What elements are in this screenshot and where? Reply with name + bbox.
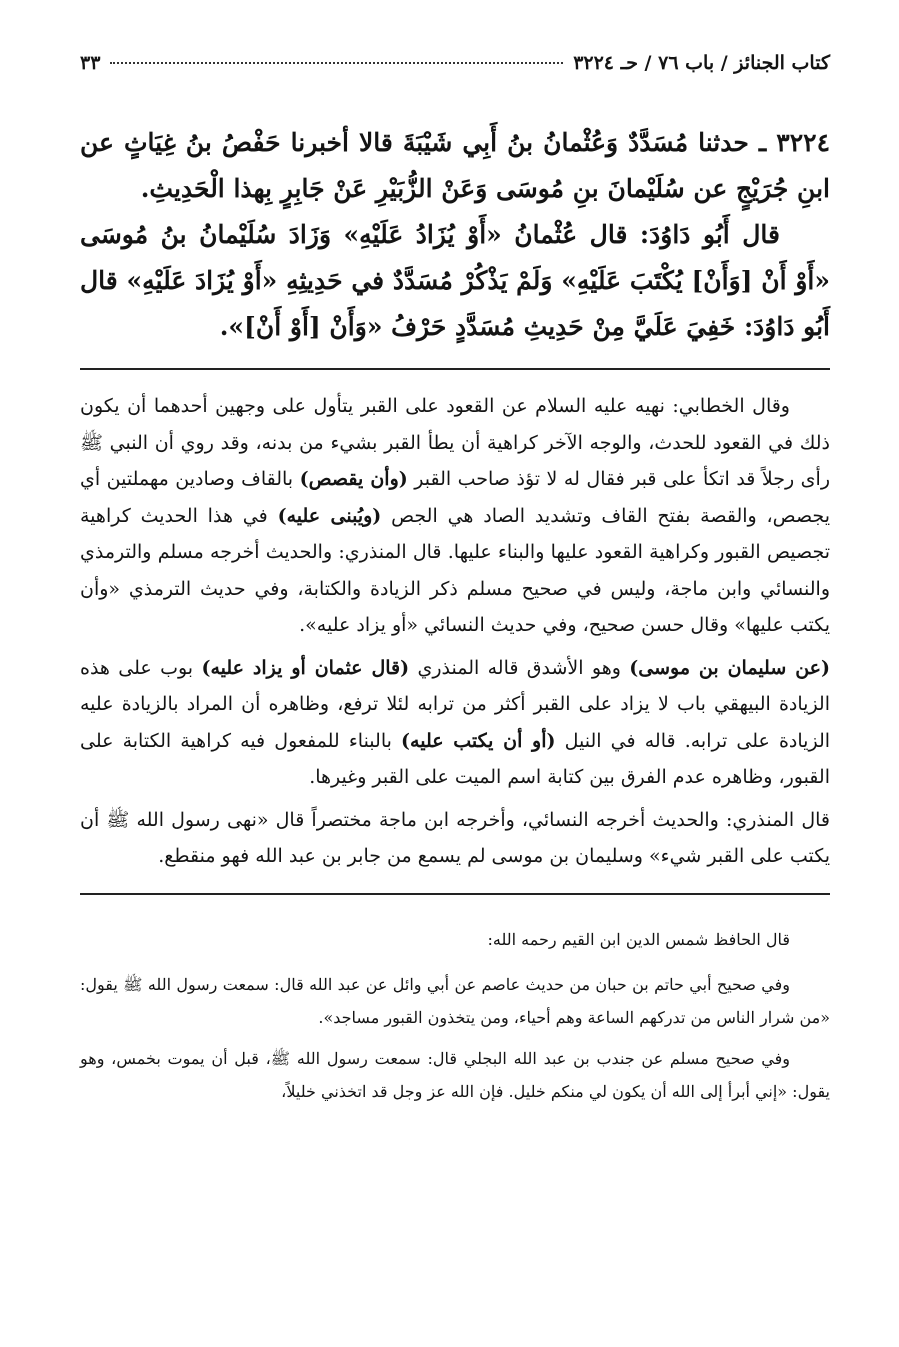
commentary-section (80, 388, 830, 875)
hadith-paragraph-1 (80, 120, 830, 212)
commentary-paragraph-2 (80, 650, 830, 796)
commentary-text: بالقاف وصادين مهملتين أي يجصص، والقصة بفتح القاف وتشديد الصاد هي الجص (80, 468, 830, 527)
running-title: كتاب الجنائز / باب ٧٦ / حـ ٣٢٢٤ (573, 52, 830, 74)
commentary-lemma: (قال عثمان أو يزاد عليه) (201, 656, 410, 679)
hadith-text (80, 120, 830, 350)
commentary-lemma: (أو أن يكتب عليه) (401, 729, 556, 752)
section-divider-2 (80, 893, 830, 895)
ibn-qayyim-section (80, 923, 830, 1108)
commentary-paragraph-1 (80, 388, 830, 644)
ibn-qayyim-paragraph-1: وفي صحيح أبي حاتم بن حبان من حديث عاصم عن أبي وائل عن عبد الله قال: سمعت رسول الله ﷺ يقول: «من شرار الناس من تدركهم الساعة وهم أحياء، ومن يتخذون القبور مساجد». (80, 974, 830, 1027)
page-header (80, 52, 830, 92)
commentary-lemma: (وأن يقصص) (299, 468, 408, 490)
commentary-text: في هذا الحديث كراهية تجصيص القبور وكراهية القعود عليها والبناء عليها. قال المنذري: والحديث أخرجه مسلم والترمذي والنسائي وابن ماجة، وليس في صحيح مسلم ذكر الزيادة والكتابة، وفي حديث الترمذي «وأن يكتب عليها» وقال حسن صحيح، وفي حديث النسائي «أو يزاد عليه». (80, 504, 830, 636)
commentary-text: بالبناء للمفعول فيه كراهية الكتابة على القبور، وظاهره عدم الفرق بين كتابة اسم الميت على القبر وغيرها. (80, 729, 830, 788)
commentary-paragraph-3: قال المنذري: والحديث أخرجه النسائي، وأخرجه ابن ماجة مختصراً قال «نهى رسول الله ﷺ أن يكتب على القبر شيء» وسليمان بن موسى لم يسمع من جابر بن عبد الله فهو منقطع. (80, 808, 830, 867)
hadith-paragraph-2: قال أَبُو دَاوُدَ: قال عُثْمانُ «أَوْ يُزَادُ عَلَيْهِ» وَزَادَ سُلَيْمانُ بنُ مُوسَى «أَوْ أَنْ [وَأَنْ] يُكْتَبَ عَلَيْهِ» وَلَمْ يَذْكُرْ مُسَدَّدٌ في حَدِيثِهِ «أَوْ يُزَادَ عَلَيْهِ» قال أَبُو دَاوُدَ: خَفِيَ عَلَيَّ مِنْ حَدِيثِ مُسَدَّدٍ حَرْفُ «وَأَنْ [أَوْ أَنْ]». (80, 220, 830, 341)
hadith-number: ٣٢٢٤ ـ (758, 128, 830, 157)
commentary-text: وقال الخطابي: نهيه عليه السلام عن القعود على القبر يتأول على وجهين أحدهما أن يكون ذلك في القعود للحدث، والوجه الآخر كراهية أن يطأ القبر بشيء من بدنه، وقد روي أن النبي ﷺ رأى رجلاً قد اتكأ على قبر فقال له لا تؤذ صاحب القبر (80, 395, 830, 490)
commentary-lemma: (ويُبنى عليه) (277, 504, 382, 527)
hadith-chain: حدثنا مُسَدَّدٌ وَعُثْمانُ بنُ أَبِي شَيْبَةَ قالا أخبرنا حَفْصُ بنُ غِيَاثٍ عن ابنِ جُرَيْجٍ عن سُلَيْمانَ بنِ مُوسَى وَعَنْ الزُّبَيْرِ عَنْ جَابِرٍ بِهذا الْحَدِيثِ. (80, 128, 830, 203)
ibn-qayyim-intro: قال الحافظ شمس الدين ابن القيم رحمه الله: (487, 929, 790, 949)
page-number: ٣٣ (80, 52, 101, 74)
book-page (80, 52, 830, 1116)
ibn-qayyim-paragraph-2: وفي صحيح مسلم عن جندب بن عبد الله البجلي قال: سمعت رسول الله ﷺ، قبل أن يموت بخمس، وهو يقول: «إني أبرأ إلى الله أن يكون لي منكم خليل. فإن الله عز وجل قد اتخذني خليلاً، (80, 1048, 830, 1101)
commentary-text: وهو الأشدق قاله المنذري (409, 656, 630, 679)
header-dot-leader (110, 62, 563, 64)
commentary-text: بوب على هذه الزيادة البيهقي باب لا يزاد على القبر أكثر من ترابه لئلا ترفع، وظاهره أن المراد بالزيادة عليه الزيادة على ترابه. قاله في النيل (80, 656, 831, 752)
section-divider-1 (80, 368, 830, 370)
commentary-lemma: (عن سليمان بن موسى) (629, 656, 830, 679)
